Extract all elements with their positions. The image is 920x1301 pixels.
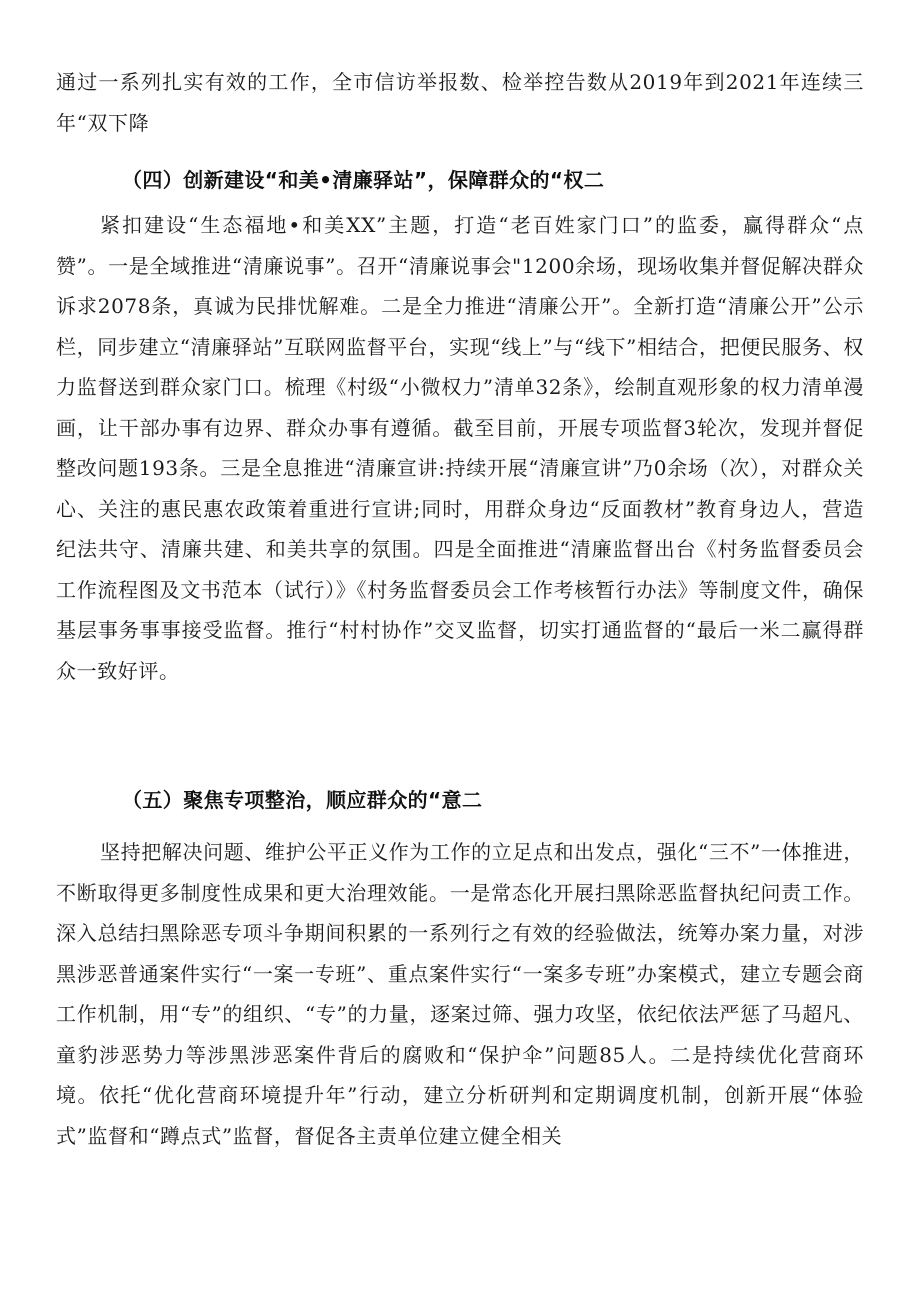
intro-paragraph: 通过一系列扎实有效的工作，全市信访举报数、检举控告数从2019年到2021年连续三年“双下降 <box>56 70 864 135</box>
section-4-paragraph: 紧扣建设“生态福地•和美XX”主题，打造“老百姓家门口”的监委，赢得群众“点赞”。一是全域推进“清廉说事”。召开“清廉说事会"1200余场，现场收集并督促解决群众诉求2078条，真诚为民排忧解难。二是全力推进“清廉公开”。全新打造“清廉公开”公示栏，同步建立“清廉驿站”互联网监督平台，实现“线上”与“线下”相结合，把便民服务、权力监督送到群众家门口。梳理《村级“小微权力”清单32条》，绘制直观形象的权力清单漫画，让干部办事有边界、群众办事有遵循。截至目前，开展专项监督3轮次，发现并督促整改问题193条。三是全息推进“清廉宣讲:持续开展“清廉宣讲”乃0余场（次），对群众关心、关注的惠民惠农政策着重进行宣讲;同时，用群众身边“反面教材”教育身边人，营造纪法共守、清廉共建、和美共享的氛围。四是全面推进“清廉监督出台《村务监督委员会工作流程图及文书范本（试行）》《村务监督委员会工作考核暂行办法》等制度文件，确保基层事务事事接受监督。推行“村村协作”交叉监督，切实打通监督的“最后一米二赢得群众一致好评。 <box>56 213 864 683</box>
section-5-heading: （五）聚焦专项整治，顺应群众的“意二 <box>122 788 483 812</box>
section-5-paragraph: 坚持把解决问题、维护公平正义作为工作的立足点和出发点，强化“三不”一体推进，不断取得更多制度性成果和更大治理效能。一是常态化开展扫黑除恶监督执纪问责工作。深入总结扫黑除恶专项斗争期间积累的一系列行之有效的经验做法，统筹办案力量，对涉黑涉恶普通案件实行“一案一专班”、重点案件实行“一案多专班”办案模式，建立专题会商工作机制，用“专”的组织、“专”的力量，逐案过筛、强力攻坚，依纪依法严惩了马超凡、童豹涉恶势力等涉黑涉恶案件背后的腐败和“保护伞”问题85人。二是持续优化营商环境。依托“优化营商环境提升年”行动，建立分析研判和定期调度机制，创新开展“体验式”监督和“蹲点式”监督，督促各主责单位建立健全相关 <box>56 840 864 1148</box>
section-4-heading: （四）创新建设“和美•清廉驿站”，保障群众的“权二 <box>122 168 605 192</box>
